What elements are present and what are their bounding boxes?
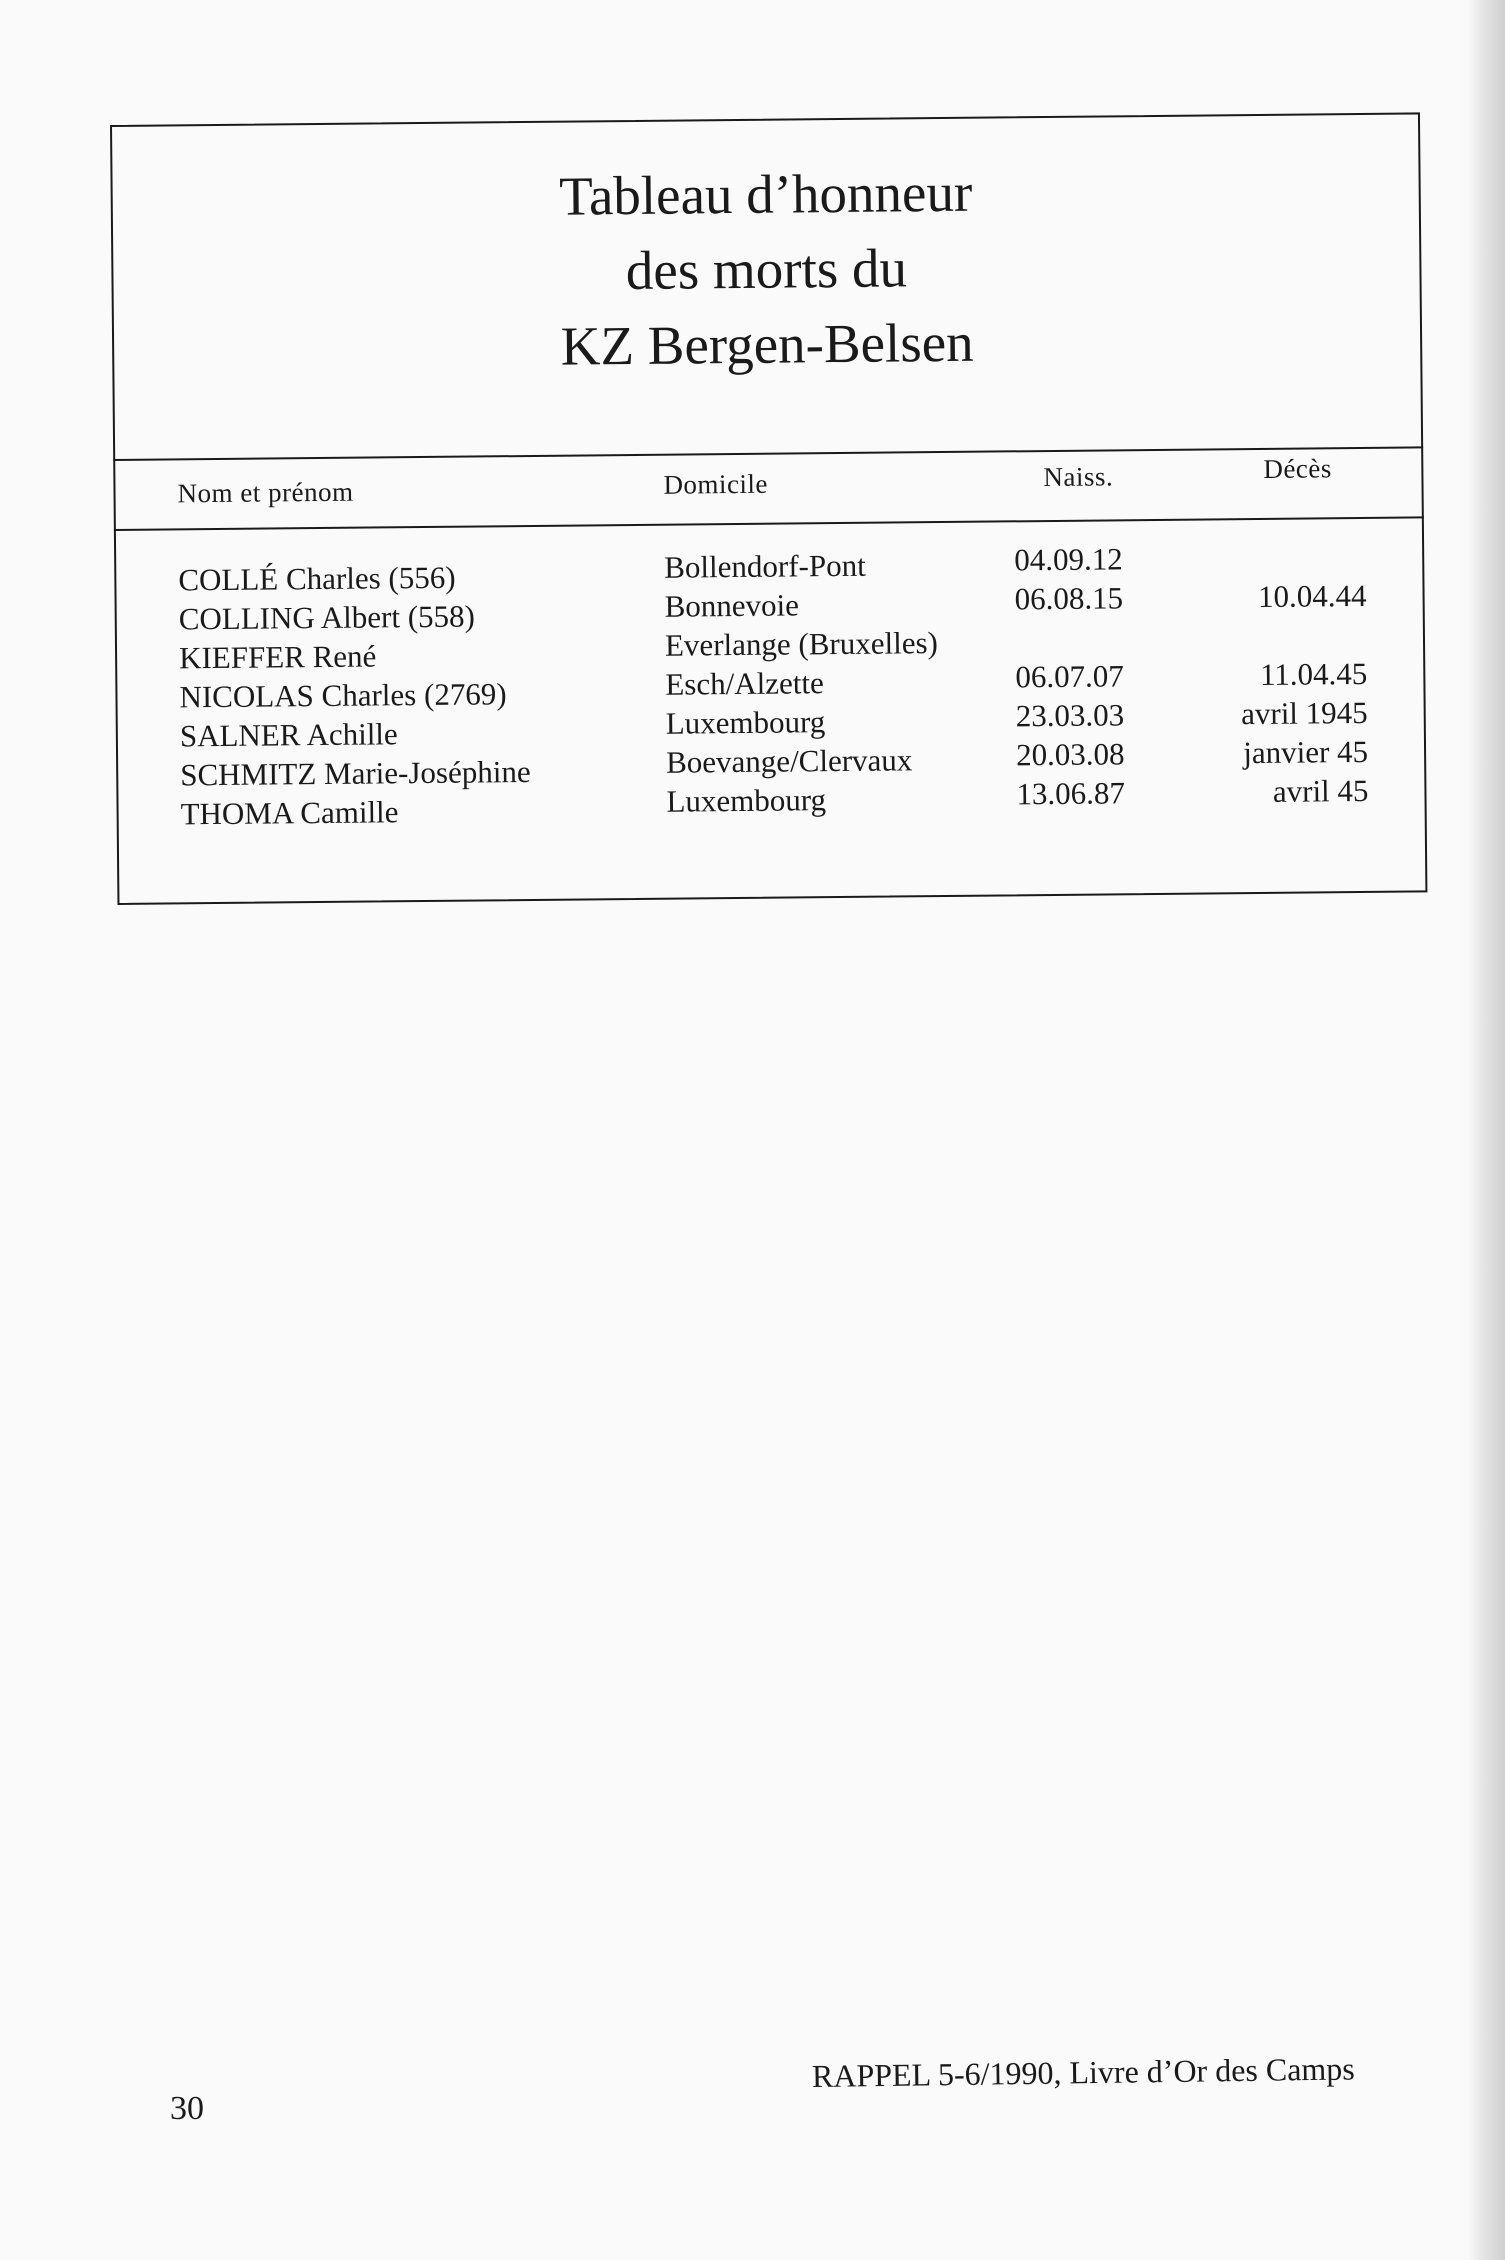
column-header-birth: Naiss. xyxy=(1043,461,1114,493)
cell-birth: 06.07.07 xyxy=(1015,658,1125,695)
cell-death: 10.04.44 xyxy=(1257,577,1367,615)
column-header-death: Décès xyxy=(1263,453,1332,484)
cell-name: NICOLAS Charles (2769) xyxy=(179,676,507,715)
column-header-name: Nom et prénom xyxy=(177,476,354,509)
column-header-domicile: Domicile xyxy=(663,468,769,500)
cell-death: janvier 45 xyxy=(1243,733,1369,771)
page-edge-shadow xyxy=(1467,0,1505,2260)
cell-name: KIEFFER René xyxy=(178,638,377,676)
title-line: Tableau d’honneur xyxy=(558,161,973,227)
cell-name: SALNER Achille xyxy=(179,716,398,754)
cell-domicile: Boevange/Clervaux xyxy=(665,742,913,780)
table-title xyxy=(110,150,1422,388)
cell-birth: 13.06.87 xyxy=(1016,775,1126,812)
cell-name: COLLING Albert (558) xyxy=(178,598,476,637)
cell-death: avril 45 xyxy=(1272,772,1369,809)
cell-birth: 23.03.03 xyxy=(1015,697,1125,734)
cell-domicile: Luxembourg xyxy=(666,782,827,819)
cell-domicile: Luxembourg xyxy=(665,704,826,741)
title-line: KZ Bergen-Belsen xyxy=(560,311,974,377)
cell-death: 11.04.45 xyxy=(1259,655,1368,692)
table-body xyxy=(114,536,1427,832)
publication-source: RAPPEL 5-6/1990, Livre d’Or des Camps xyxy=(811,2050,1355,2094)
cell-birth: 20.03.08 xyxy=(1015,736,1125,773)
cell-name: THOMA Camille xyxy=(180,794,399,832)
cell-birth: 04.09.12 xyxy=(1014,541,1123,578)
honor-roll-table xyxy=(110,112,1427,905)
cell-death: avril 1945 xyxy=(1240,694,1368,732)
cell-domicile: Bonnevoie xyxy=(664,587,800,624)
cell-birth: 06.08.15 xyxy=(1014,580,1124,617)
page-number: 30 xyxy=(170,2090,204,2127)
cell-domicile: Everlange (Bruxelles) xyxy=(664,625,939,663)
cell-domicile: Bollendorf-Pont xyxy=(664,547,866,585)
title-line: des morts du xyxy=(625,237,908,302)
cell-domicile: Esch/Alzette xyxy=(665,665,824,702)
cell-name: SCHMITZ Marie-Joséphine xyxy=(180,753,531,793)
cell-name: COLLÉ Charles (556) xyxy=(178,559,456,598)
